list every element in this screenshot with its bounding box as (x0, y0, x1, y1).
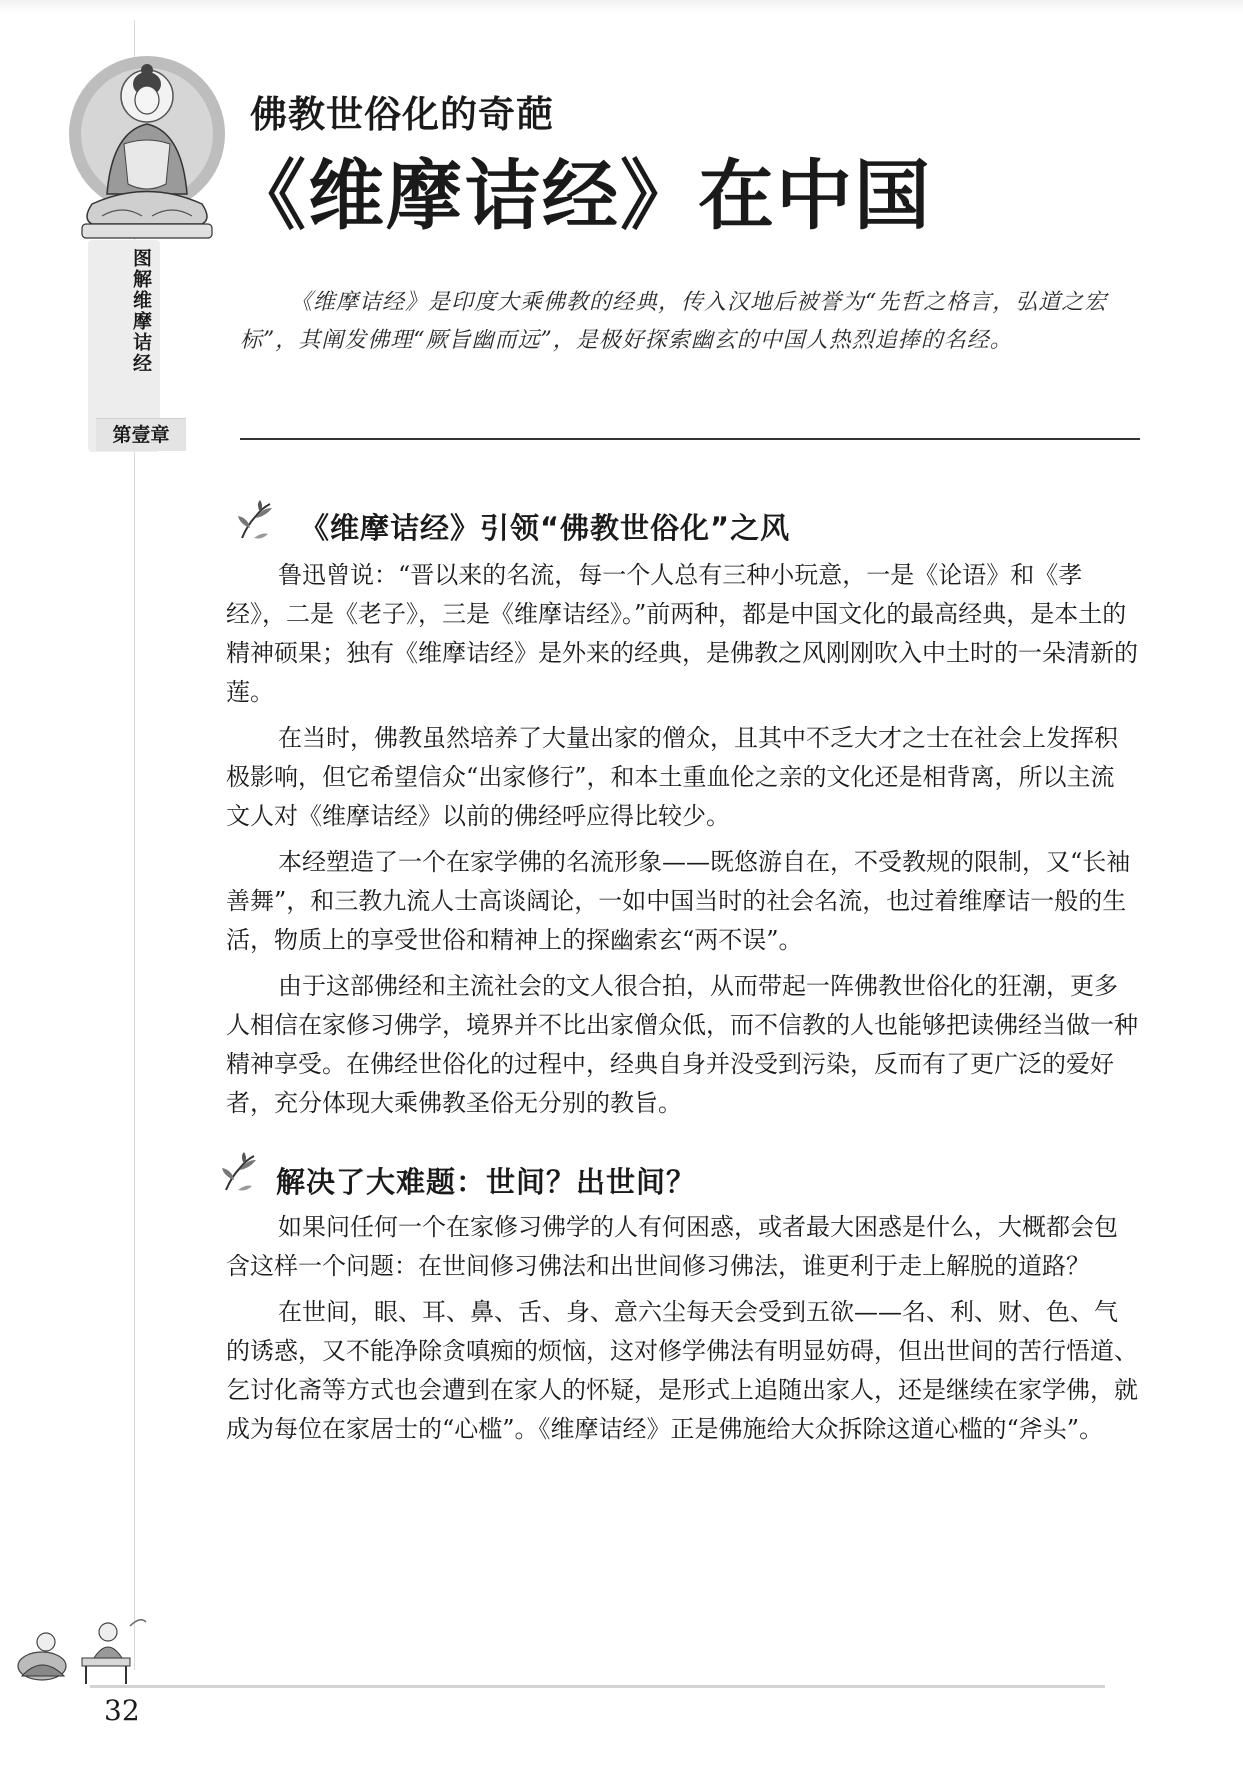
chapter-label: 第壹章 (96, 418, 186, 451)
page-number: 32 (104, 1694, 140, 1727)
divider (240, 438, 1140, 440)
plant-icon (234, 498, 276, 542)
buddha-illustration (62, 44, 232, 244)
paragraph: 如果问任何一个在家修习佛学的人有何困惑，或者最大困惑是什么，大概都会包含这样一个问题：在世间修习佛法和出世间修习佛法，谁更利于走上解脱的道路？ (226, 1213, 1118, 1280)
page-title: 《维摩诘经》在中国 (230, 151, 932, 240)
intro-paragraph: 《维摩诘经》是印度大乘佛教的经典，传入汉地后被誉为“先哲之格言，弘道之宏标”，其阐发佛理“厥旨幽而远”，是极好探索幽玄的中国人热烈追捧的名经。 (240, 290, 1108, 353)
paragraph: 本经塑造了一个在家学佛的名流形象——既悠游自在，不受教规的限制，又“长袖善舞”，和三教九流人士高谈阔论，一如中国当时的社会名流，也过着维摩诘一般的生活，物质上的享受世俗和精神上的探幽索玄“两不误”。 (226, 848, 1131, 954)
sidebar-book-title: 图解维摩诘经 (130, 248, 152, 374)
paragraph: 在世间，眼、耳、鼻、舌、身、意六尘每天会受到五欲——名、利、财、色、气的诱惑，又不能净除贪嗔痴的烦恼，这对修学佛法有明显妨碍，但出世间的苦行悟道、乞讨化斋等方式也会遭到在家人的怀疑，是形式上追随出家人，还是继续在家学佛，就成为每位在家居士的“心槛”。《维摩诘经》正是佛施给大众拆除这道心槛的“斧头”。 (226, 1298, 1138, 1443)
section-body (226, 1208, 1138, 1456)
paragraph: 鲁迅曾说：“晋以来的名流，每一个人总有三种小玩意，一是《论语》和《孝经》，二是《老子》，三是《维摩诘经》。”前两种，都是中国文化的最高经典，是本土的精神硕果；独有《维摩诘经》是外来的经典，是佛教之风刚刚吹入中土时的一朵清新的莲。 (226, 561, 1138, 706)
footer-rule (90, 1685, 1105, 1688)
scholars-illustration (12, 1596, 152, 1692)
paragraph: 在当时，佛教虽然培养了大量出家的僧众，且其中不乏大才之士在社会上发挥积极影响，但它希望信众“出家修行”，和本土重血伦之亲的文化还是相背离，所以主流文人对《维摩诘经》以前的佛经呼应得比较少。 (226, 724, 1118, 830)
section-title: 《维摩诘经》引领“佛教世俗化”之风 (300, 511, 791, 545)
section-title: 解决了大难题：世间？出世间？ (276, 1165, 697, 1199)
header-kicker: 佛教世俗化的奇葩 (250, 93, 554, 136)
page-top-edge (0, 0, 1243, 14)
plant-icon (218, 1150, 260, 1194)
paragraph: 由于这部佛经和主流社会的文人很合拍，从而带起一阵佛教世俗化的狂潮，更多人相信在家修习佛学，境界并不比出家僧众低，而不信教的人也能够把读佛经当做一种精神享受。在佛经世俗化的过程中，经典自身并没受到污染，反而有了更广泛的爱好者，充分体现大乘佛教圣俗无分别的教旨。 (226, 972, 1138, 1117)
section-body (226, 556, 1138, 1130)
